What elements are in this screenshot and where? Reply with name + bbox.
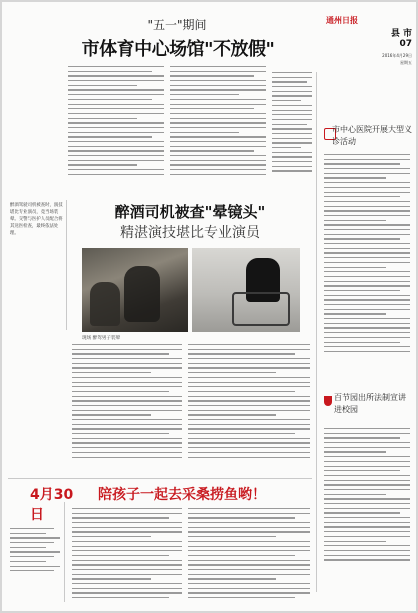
article2-body-col2 xyxy=(188,344,310,474)
article5-body-col1 xyxy=(72,508,182,604)
section-divider xyxy=(8,478,312,479)
masthead-logo xyxy=(326,8,412,25)
article3-body xyxy=(324,154,410,374)
article1-body-col2 xyxy=(170,66,266,190)
article1-body-col1 xyxy=(68,66,164,190)
article2-body-col1 xyxy=(72,344,182,474)
article2-photo-right xyxy=(192,248,300,332)
article1-body-col3 xyxy=(272,72,312,190)
article2-subhead: 精湛演技堪比专业演员 xyxy=(120,225,260,241)
article1-kicker: "五一"期间 xyxy=(147,18,207,32)
article4-headline: 百节园出所法制宣讲进校园 xyxy=(334,393,406,414)
column-divider-right xyxy=(316,72,317,592)
article4-body xyxy=(324,428,410,578)
photo-figure xyxy=(90,282,120,326)
photo-caption: 现场 醉驾男子装晕 xyxy=(82,336,121,341)
logo-text: 通州日报 xyxy=(326,15,358,25)
masthead xyxy=(320,6,414,68)
column-divider-left xyxy=(64,502,65,602)
newspaper-page xyxy=(2,2,416,611)
issue-date: 2016年4月29日 xyxy=(382,53,412,58)
shield-icon xyxy=(324,396,332,406)
article2-headline: 醉酒司机被查"晕镜头" xyxy=(114,203,266,221)
article2-photo-left xyxy=(82,248,188,332)
summary-text: 醉酒驾驶司机被查时，演技堪比专业演员，竟当场装晕。交警与医护人员配合将其送医检查，最终依法处理。 xyxy=(10,203,63,236)
page-number: 07 xyxy=(399,39,412,49)
article5-date-label: 4月30日 xyxy=(30,487,74,523)
issue-weekday: 星期五 xyxy=(400,60,412,65)
article5-headline: 陪孩子一起去采桑捞鱼哟！ xyxy=(98,487,266,503)
article1-headline: 市体育中心场馆"不放假" xyxy=(81,39,275,60)
photo-figure xyxy=(124,266,160,322)
article3-headline: 市中心医院开展大型义诊活动 xyxy=(332,125,412,146)
summary-box xyxy=(8,200,67,330)
editor-credits xyxy=(10,528,60,598)
section-label: 县 市 xyxy=(390,29,412,39)
wheelchair-shape xyxy=(232,292,290,326)
article5-body-col2 xyxy=(188,508,310,604)
